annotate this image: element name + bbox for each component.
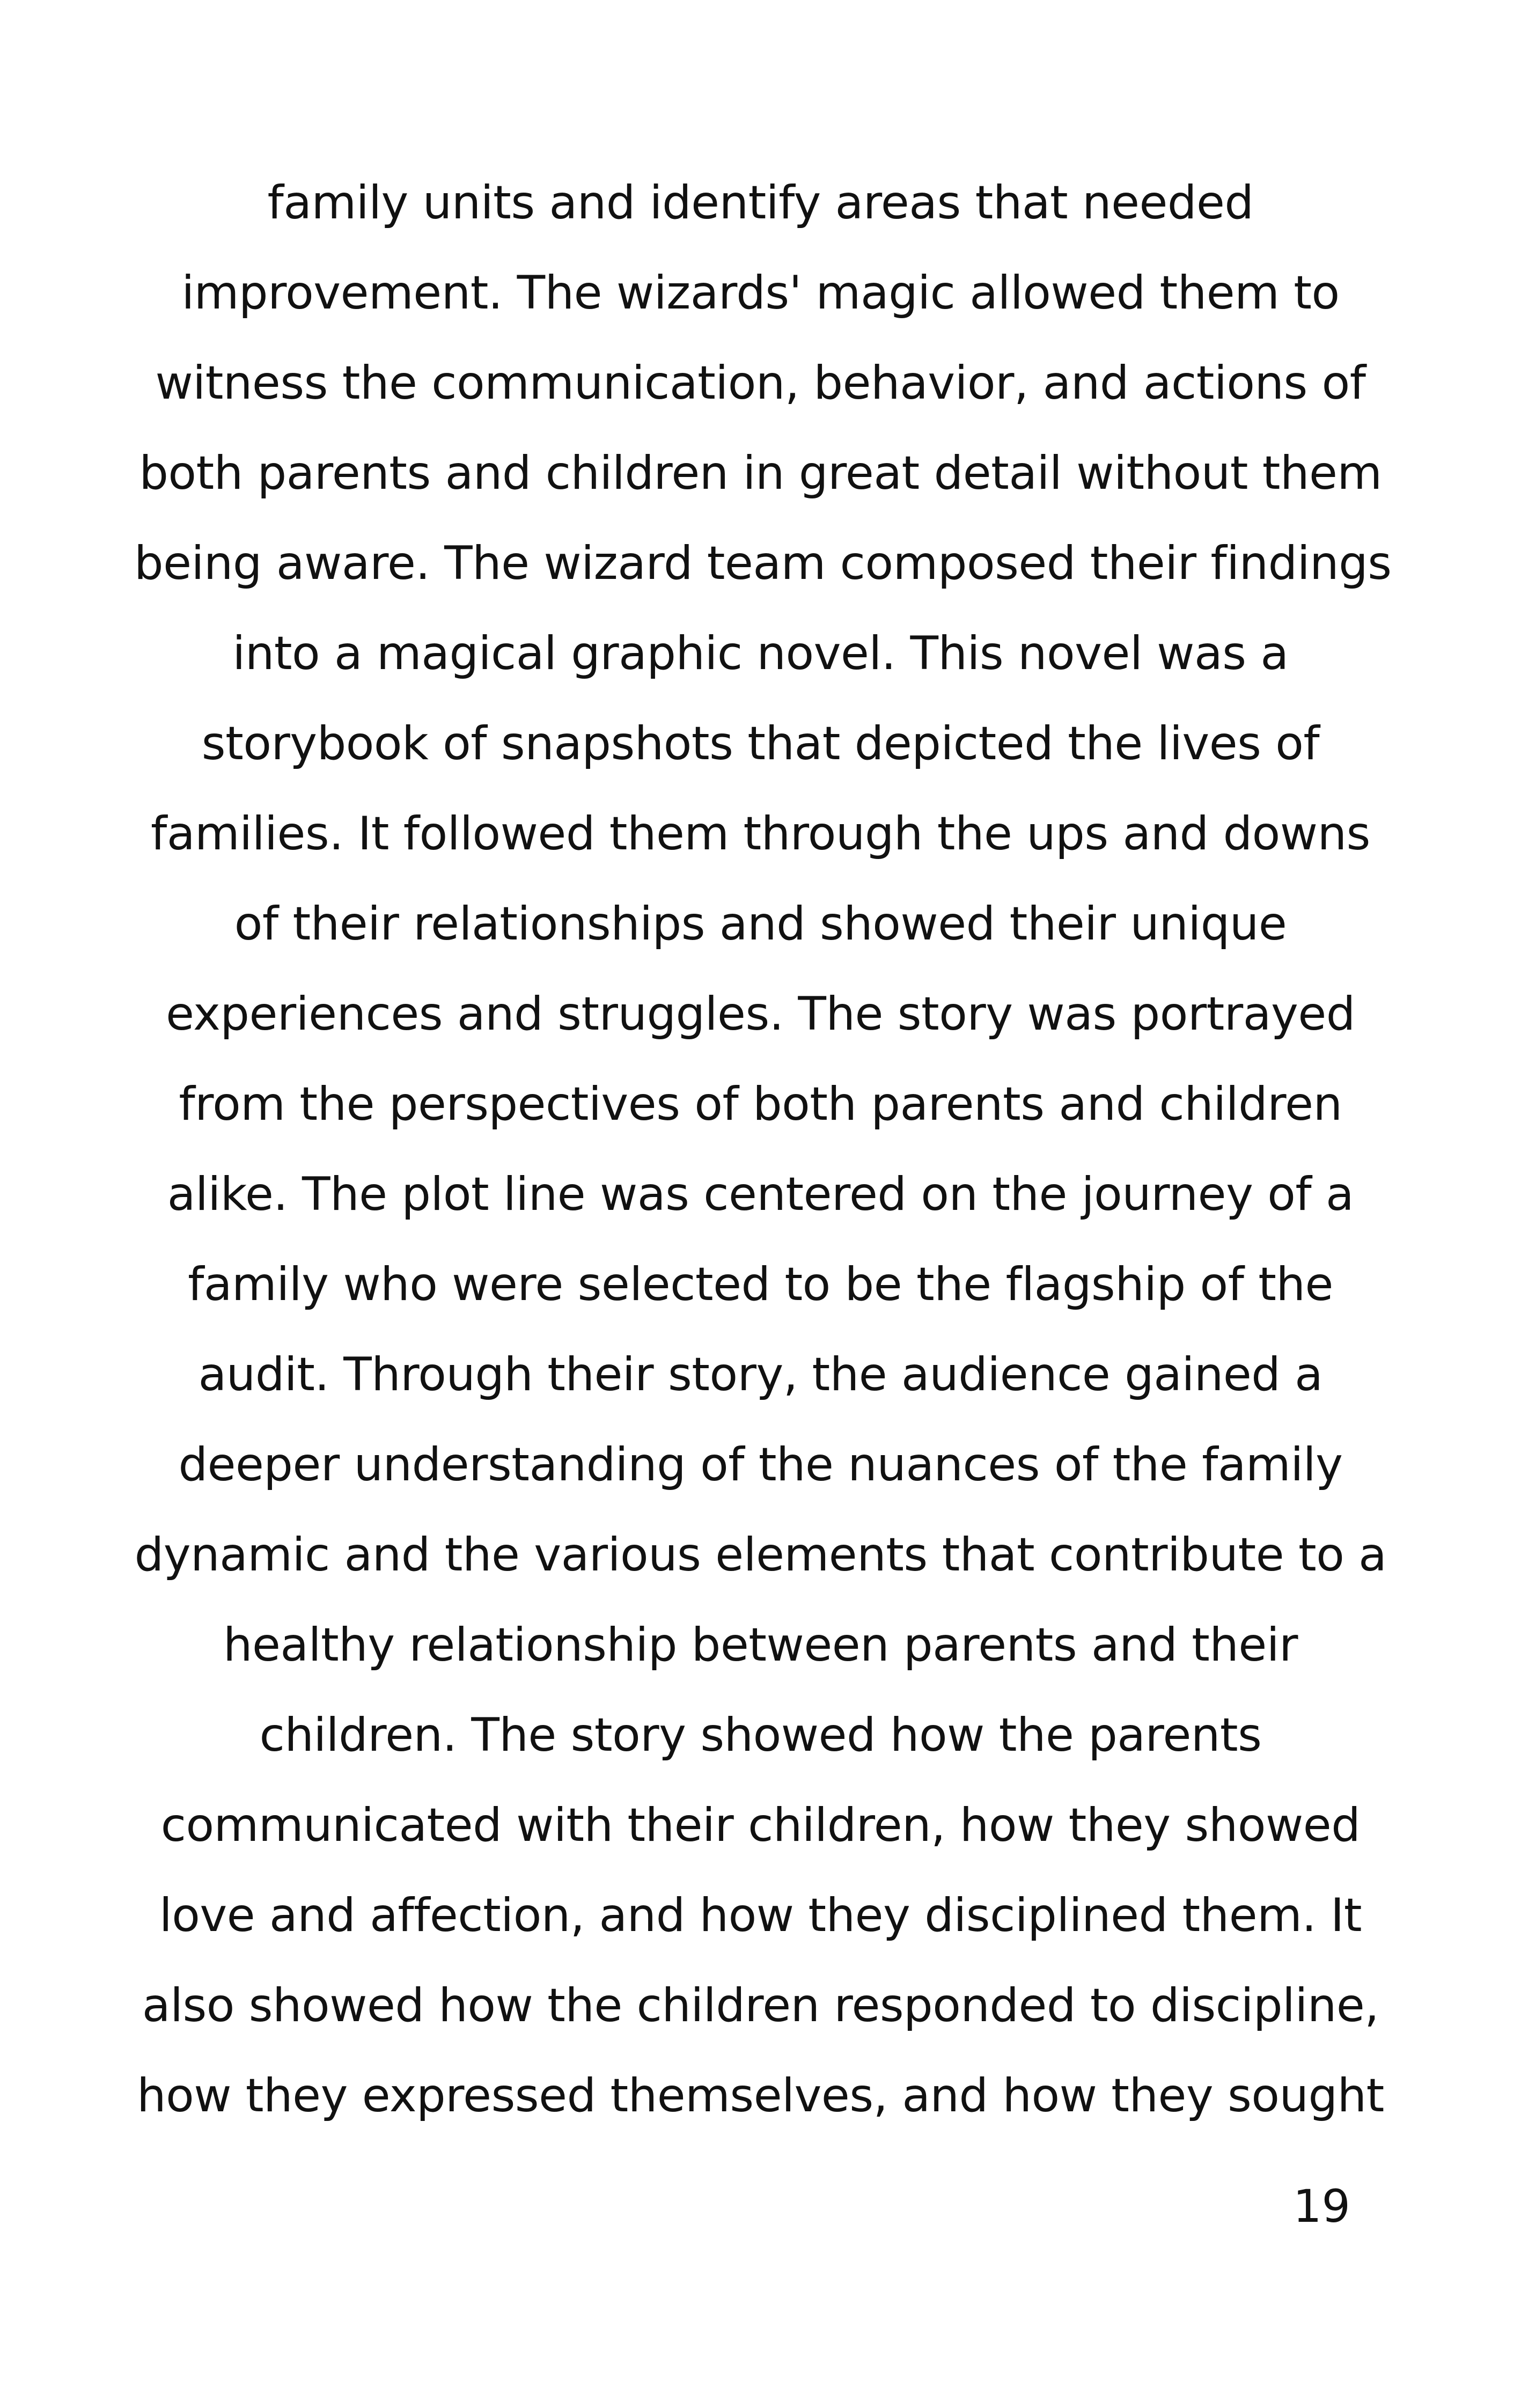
- text-line: families. It followed them through the ups and downs: [151, 807, 1370, 861]
- text-line: improvement. The wizards' magic allowed them to: [181, 266, 1340, 320]
- text-line: deeper understanding of the nuances of the family: [178, 1438, 1343, 1492]
- text-line: dynamic and the various elements that contribute to a: [134, 1528, 1387, 1582]
- text-line: communicated with their children, how they showed: [160, 1798, 1361, 1852]
- text-line: family units and identify areas that needed: [267, 176, 1254, 230]
- text-line: family who were selected to be the flagship of the: [188, 1258, 1333, 1311]
- text-line: healthy relationship between parents and their: [223, 1618, 1298, 1672]
- text-line: also showed how the children responded to discipline,: [142, 1979, 1379, 2032]
- text-line: storybook of snapshots that depicted the lives of: [201, 717, 1320, 770]
- text-line: love and affection, and how they disciplined them. It: [159, 1889, 1362, 1942]
- text-line: experiences and struggles. The story was portrayed: [166, 987, 1355, 1041]
- text-line: audit. Through their story, the audience gained a: [198, 1348, 1323, 1401]
- text-line: being aware. The wizard team composed their findings: [134, 537, 1392, 590]
- text-line: from the perspectives of both parents and children: [179, 1077, 1342, 1131]
- body-text: [134, 171, 1392, 2154]
- text-line: witness the communication, behavior, and actions of: [155, 356, 1366, 410]
- text-line: children. The story showed how the parents: [259, 1708, 1262, 1762]
- text-line: both parents and children in great detail without them: [139, 446, 1382, 500]
- text-line: into a magical graphic novel. This novel was a: [232, 627, 1289, 680]
- text-line: of their relationships and showed their unique: [234, 897, 1287, 951]
- text-line: how they expressed themselves, and how they sought: [137, 2069, 1384, 2123]
- text-line: alike. The plot line was centered on the journey of a: [167, 1168, 1354, 1221]
- page-number: 19: [1293, 2180, 1350, 2233]
